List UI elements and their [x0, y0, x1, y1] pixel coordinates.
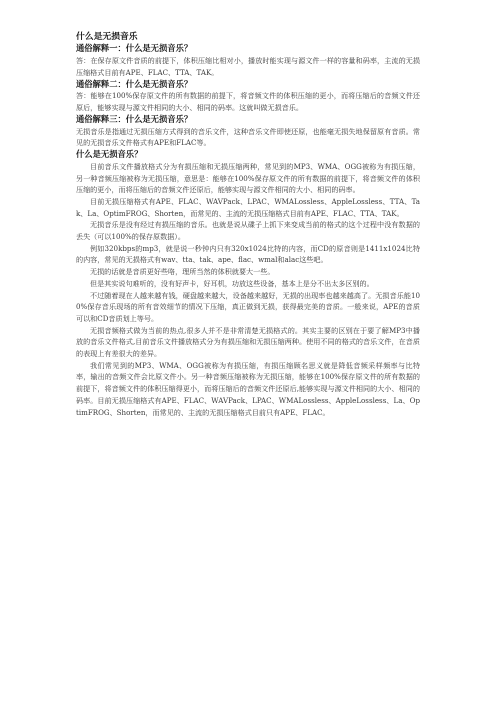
paragraph-9: 我们常见到的MP3、WMA、OGG被称为有损压缩，有损压缩顾名思义就是降低音频采样频率与比特率，输出的音频文件会比原文件小。另一种音频压缩被称为无损压缩，能够在100%保存原文件的所有数据的前提下，将音频文件的体积压缩得更小，而将压缩后的音频文件还原后,能够实现与源文件相同的大小、相同的码率。目前无损压缩格式有APE、FLAC、WAVPack、LPAC、WMALossless、AppleLossless、La、OptimFROG、Shorten，而常见的、主流的无损压缩格式目前只有APE、FLAC。: [76, 360, 420, 417]
paragraph-7: 不过随着现在人越来越有钱，硬盘越来越大，设备越来越好，无损的出现率也越来越高了。无损音乐能100%保存音乐现场的所有音效细节的情况下压缩，真正做到无损，获得最完美的音质。一般来说，APE的音质可以和CD音质划上等号。: [76, 290, 420, 323]
section-heading-1: 通俗解释一：什么是无损音乐？: [76, 43, 193, 54]
paragraph-4: 例如320kbps的mp3，就是说一秒钟内只有320x1024比特的内容，而CD的原音则是1411x1024比特的内容，常见的无损格式有wav、tta、tak、ape、flac、wmal和alac这些吧。: [76, 243, 420, 265]
main-heading: 什么是无损音乐？: [76, 149, 143, 160]
paragraph-2: 目前无损压缩格式有APE、FLAC、WAVPack、LPAC、WMALossless、AppleLossless、TTA、Tak、La、OptimFROG、Shorten，而常见的、主流的无损压缩格式目前有APE、FLAC、TTA、TAK。: [76, 196, 420, 218]
section-heading-3: 通俗解释三：什么是无损音乐？: [76, 113, 193, 124]
paragraph-6: 但是其实说句难听的，没有好声卡，好耳机，功放这些设备，基本上是分不出太多区别的。: [90, 278, 374, 288]
paragraph-1: 目前音乐文件播放格式分为有损压缩和无损压缩两种，常见到的MP3、WMA、OGG被称为有损压缩，另一种音频压缩被称为无损压缩，意思是：能够在100%保存原文件的所有数据的前提下，将音频文件的体积压缩的更小，而将压缩后的音频文件还原后，能够实现与源文件相同的大小、相同的码率。: [76, 161, 420, 195]
section-body-2: 答：能够在100%保存原文件的所有数据的前提下，将音频文件的体积压缩的更小，而将压缩后的音频文件还原后，能够实现与源文件相同的大小、相同的码率。这就叫做无损音乐。: [76, 91, 420, 113]
section-heading-2: 通俗解释二：什么是无损音乐？: [76, 78, 193, 89]
paragraph-3: 无损音乐是没有经过有损压缩的音乐。也就是说从碟子上抓下来变成当前的格式的这个过程中没有数据的丢失（可以100%的保存原数据）。: [76, 220, 420, 242]
document-title: 什么是无损音乐: [76, 32, 138, 42]
section-body-1: 答：在保存原文件音质的前提下，体积压缩比相对小，播放时能实现与源文件一样的容量和码率，主流的无损压缩格式目前有APE、FLAC、TTA、TAK。: [76, 56, 420, 77]
paragraph-8: 无损音频格式做为当前的热点,很多人并不是非常清楚无损格式的。其实主要的区别在于要了解MP3中播放的音乐文件格式,目前音乐文件播放格式分为有损压缩和无损压缩两种。使用不同的格式的音乐文件，在音质的表现上有差很大的差异。: [76, 325, 420, 359]
section-body-3: 无损音乐是指通过无损压缩方式得到的音乐文件，这种音乐文件即使还原，也能毫无损失地保留原有音质。常见的无损音乐文件格式有APE和FLAC等。: [76, 126, 420, 148]
paragraph-5: 无损的话就是音质更好些咯，理所当然的体积就要大一些。: [90, 267, 275, 277]
